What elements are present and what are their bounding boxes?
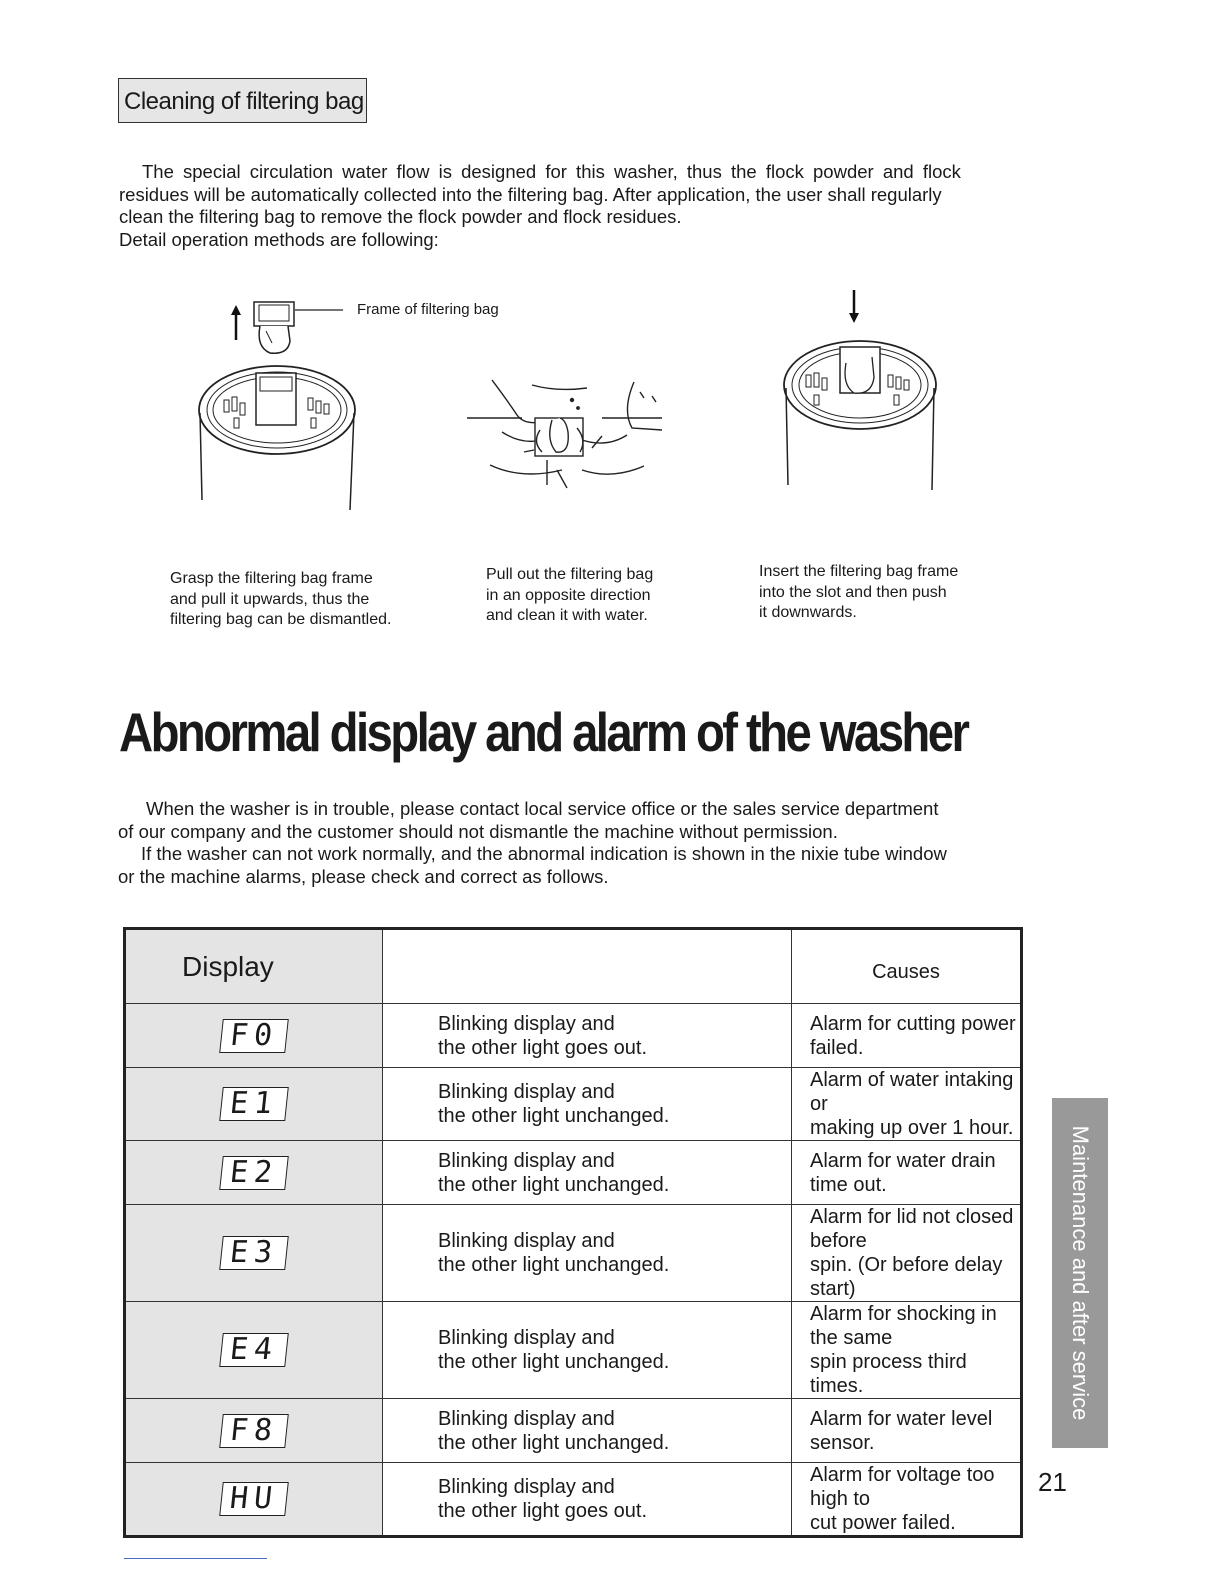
table-row (125, 1302, 1022, 1399)
segment-display: E2 (219, 1156, 289, 1190)
cause-cell (792, 1302, 1022, 1399)
cause-line: Alarm for voltage too high to (810, 1464, 995, 1510)
step-3-text (759, 562, 958, 624)
filtering-bag-intro (119, 161, 1039, 251)
cause-cell (792, 1463, 1022, 1537)
desc-line: the other light goes out. (438, 1500, 648, 1522)
desc-line: Blinking display and (438, 1407, 615, 1430)
cause-cell (792, 1068, 1022, 1141)
header-causes: Causes (792, 929, 1022, 1004)
segment-display: E3 (219, 1236, 289, 1270)
cause-line: spin. (Or before delay start) (810, 1254, 1003, 1300)
display-cell (125, 1205, 383, 1302)
section-side-tab (1052, 1098, 1108, 1448)
segment-display: F8 (219, 1414, 289, 1448)
cause-line: Alarm for water drain time out. (810, 1149, 996, 1196)
intro-line: When the washer is in trouble, please contact local service office or the sales service department (146, 798, 939, 819)
section-title-tag: Cleaning of filtering bag (118, 78, 367, 123)
desc-line: Blinking display and (438, 1012, 615, 1035)
segment-display: E1 (219, 1087, 289, 1121)
step-2-text (486, 565, 653, 627)
hands-cleaning-illustration (462, 370, 672, 495)
desc-line: Blinking display and (438, 1081, 615, 1103)
description-cell (383, 1463, 792, 1537)
display-cell (125, 1141, 383, 1205)
display-cell (125, 1302, 383, 1399)
alarm-section-title: Abnormal display and alarm of the washer (119, 701, 968, 763)
table-row (125, 1141, 1022, 1205)
washer-insert-illustration (780, 285, 945, 495)
intro-line: of our company and the customer should not dismantle the machine without permission. (118, 820, 838, 842)
cause-line: Alarm for water level sensor. (810, 1407, 993, 1454)
page-number: 21 (1038, 1467, 1067, 1497)
desc-line: the other light unchanged. (438, 1431, 670, 1454)
table-row (125, 1068, 1022, 1141)
step-line: into the slot and then push (759, 583, 947, 601)
display-cell (125, 1399, 383, 1463)
description-cell (383, 1068, 792, 1141)
desc-line: Blinking display and (438, 1230, 615, 1252)
alarm-table (123, 927, 1023, 1538)
desc-line: the other light goes out. (438, 1036, 648, 1059)
intro-line: The special circulation water flow is designed for this washer, thus the flock powder and flock (142, 161, 961, 182)
footer-rule (124, 1558, 267, 1559)
cause-line: Alarm for lid not closed before (810, 1206, 1014, 1252)
table-row (125, 1463, 1022, 1537)
cause-line: Alarm of water intaking or (810, 1069, 1014, 1115)
step-line: and pull it upwards, thus the (170, 590, 370, 608)
table-row (125, 1399, 1022, 1463)
table-row (125, 1205, 1022, 1302)
cause-cell (792, 1141, 1022, 1205)
intro-line: Detail operation methods are following: (119, 228, 439, 250)
desc-line: Blinking display and (438, 1327, 615, 1349)
step-line: and clean it with water. (486, 607, 648, 624)
step-line: filtering bag can be dismantled. (170, 611, 392, 628)
washer-pull-up-illustration (190, 285, 370, 520)
step-1-text (170, 569, 391, 631)
description-cell (383, 1399, 792, 1463)
description-cell (383, 1205, 792, 1302)
cause-cell (792, 1205, 1022, 1302)
segment-display: E4 (219, 1333, 289, 1367)
label-leader-line (295, 308, 345, 312)
cause-line: cut power failed. (810, 1512, 956, 1534)
desc-line: Blinking display and (438, 1476, 615, 1498)
description-cell (383, 1302, 792, 1399)
cause-line: Alarm for shocking in the same (810, 1303, 997, 1349)
desc-line: the other light unchanged. (438, 1351, 670, 1373)
display-cell (125, 1068, 383, 1141)
segment-display: F0 (219, 1019, 289, 1053)
table-header-row (125, 929, 1022, 1004)
desc-line: the other light unchanged. (438, 1173, 670, 1196)
header-blank (383, 929, 792, 1004)
intro-line: clean the filtering bag to remove the flock powder and flock residues. (119, 206, 682, 227)
step-line: in an opposite direction (486, 586, 651, 604)
intro-line: residues will be automatically collected into the filtering bag. After application, the user shall regularly (119, 183, 942, 205)
step-line: Insert the filtering bag frame (759, 563, 959, 580)
desc-line: the other light unchanged. (438, 1254, 670, 1276)
cause-line: making up over 1 hour. (810, 1117, 1014, 1139)
description-cell (383, 1141, 792, 1205)
intro-line: If the washer can not work normally, and the abnormal indication is shown in the nixie tube window (141, 843, 947, 864)
alarm-intro (118, 798, 1048, 888)
display-cell (125, 1004, 383, 1068)
cause-cell (792, 1004, 1022, 1068)
step-line: it downwards. (759, 604, 857, 621)
step-line: Pull out the filtering bag (486, 566, 654, 583)
frame-label: Frame of filtering bag (357, 301, 499, 318)
step-line: Grasp the filtering bag frame (170, 570, 373, 587)
header-display: Display (125, 929, 383, 1004)
desc-line: Blinking display and (438, 1149, 615, 1172)
segment-display: HU (219, 1482, 289, 1516)
display-cell (125, 1463, 383, 1537)
cause-cell (792, 1399, 1022, 1463)
cause-line: Alarm for cutting power failed. (810, 1012, 1016, 1059)
desc-line: the other light unchanged. (438, 1105, 670, 1127)
side-tab-label: Maintenance and after service (1068, 1125, 1093, 1421)
cause-line: spin process third times. (810, 1351, 967, 1397)
description-cell (383, 1004, 792, 1068)
intro-line: or the machine alarms, please check and correct as follows. (118, 865, 609, 887)
table-row (125, 1004, 1022, 1068)
